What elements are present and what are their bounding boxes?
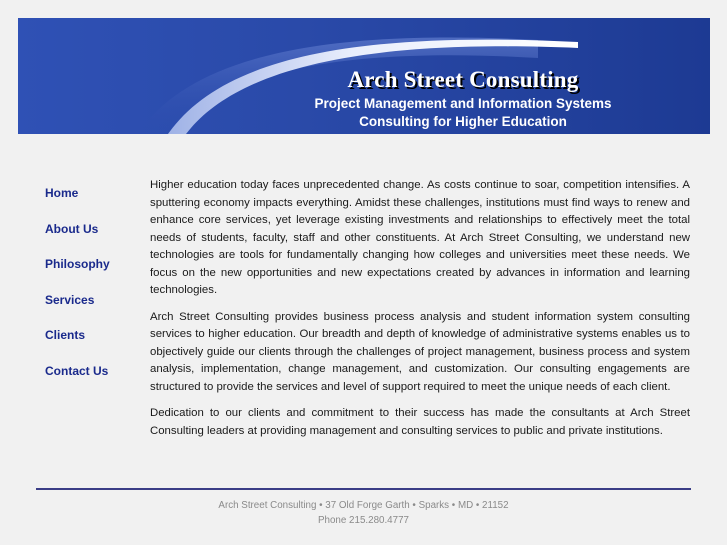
nav-services[interactable]: Services bbox=[45, 292, 95, 307]
nav-about-us[interactable]: About Us bbox=[45, 221, 99, 236]
nav-philosophy[interactable]: Philosophy bbox=[45, 257, 110, 271]
nav-clients[interactable]: Clients bbox=[45, 328, 86, 342]
services-paragraph: Arch Street Consulting provides business process analysis and student information system consulting services to higher education. Our breadth and depth of knowledge of administrative systems enables us to objectively guide our clients through the challenges of project management, business process and system analysis, implementation, change management, and customization. Our consulting engagements are structured to provide the services and level of support required to meet the unique needs of each client. bbox=[150, 310, 690, 393]
nav-home[interactable]: Home bbox=[45, 186, 79, 200]
dedication-paragraph: Dedication to our clients and commitment to their success has made the consultants at Arch Street Consulting leaders at providing management and consulting services to public and private institutions. bbox=[150, 407, 690, 437]
site-subtitle-line2: Consulting for Higher Education bbox=[359, 114, 567, 129]
footer bbox=[0, 498, 727, 528]
sidebar-nav bbox=[45, 186, 110, 399]
main-content bbox=[150, 177, 690, 449]
nav-contact-us[interactable]: Contact Us bbox=[45, 363, 109, 378]
footer-divider bbox=[36, 488, 691, 490]
footer-address: Arch Street Consulting • 37 Old Forge Garth • Sparks • MD • 21152 bbox=[218, 500, 509, 511]
footer-phone: Phone 215.280.4777 bbox=[318, 515, 409, 526]
site-title: Arch Street Consulting bbox=[347, 67, 579, 92]
site-subtitle-line1: Project Management and Information Systems bbox=[314, 96, 612, 111]
intro-paragraph: Higher education today faces unprecedented change. As costs continue to soar, competition intensifies. A sputtering economy impacts everything. Amidst these challenges, institutions must find ways to renew and enhance core services, yet leverage existing investments and relationships to effectively meet the total needs of students, faculty, staff and other constituents. At Arch Street Consulting, we understand new technologies are tools for fundamentally changing how colleges and universities meet these needs. We focus on the new opportunities and new expectations created by advances in information and learning technologies. bbox=[150, 179, 690, 296]
header-banner bbox=[18, 18, 710, 134]
